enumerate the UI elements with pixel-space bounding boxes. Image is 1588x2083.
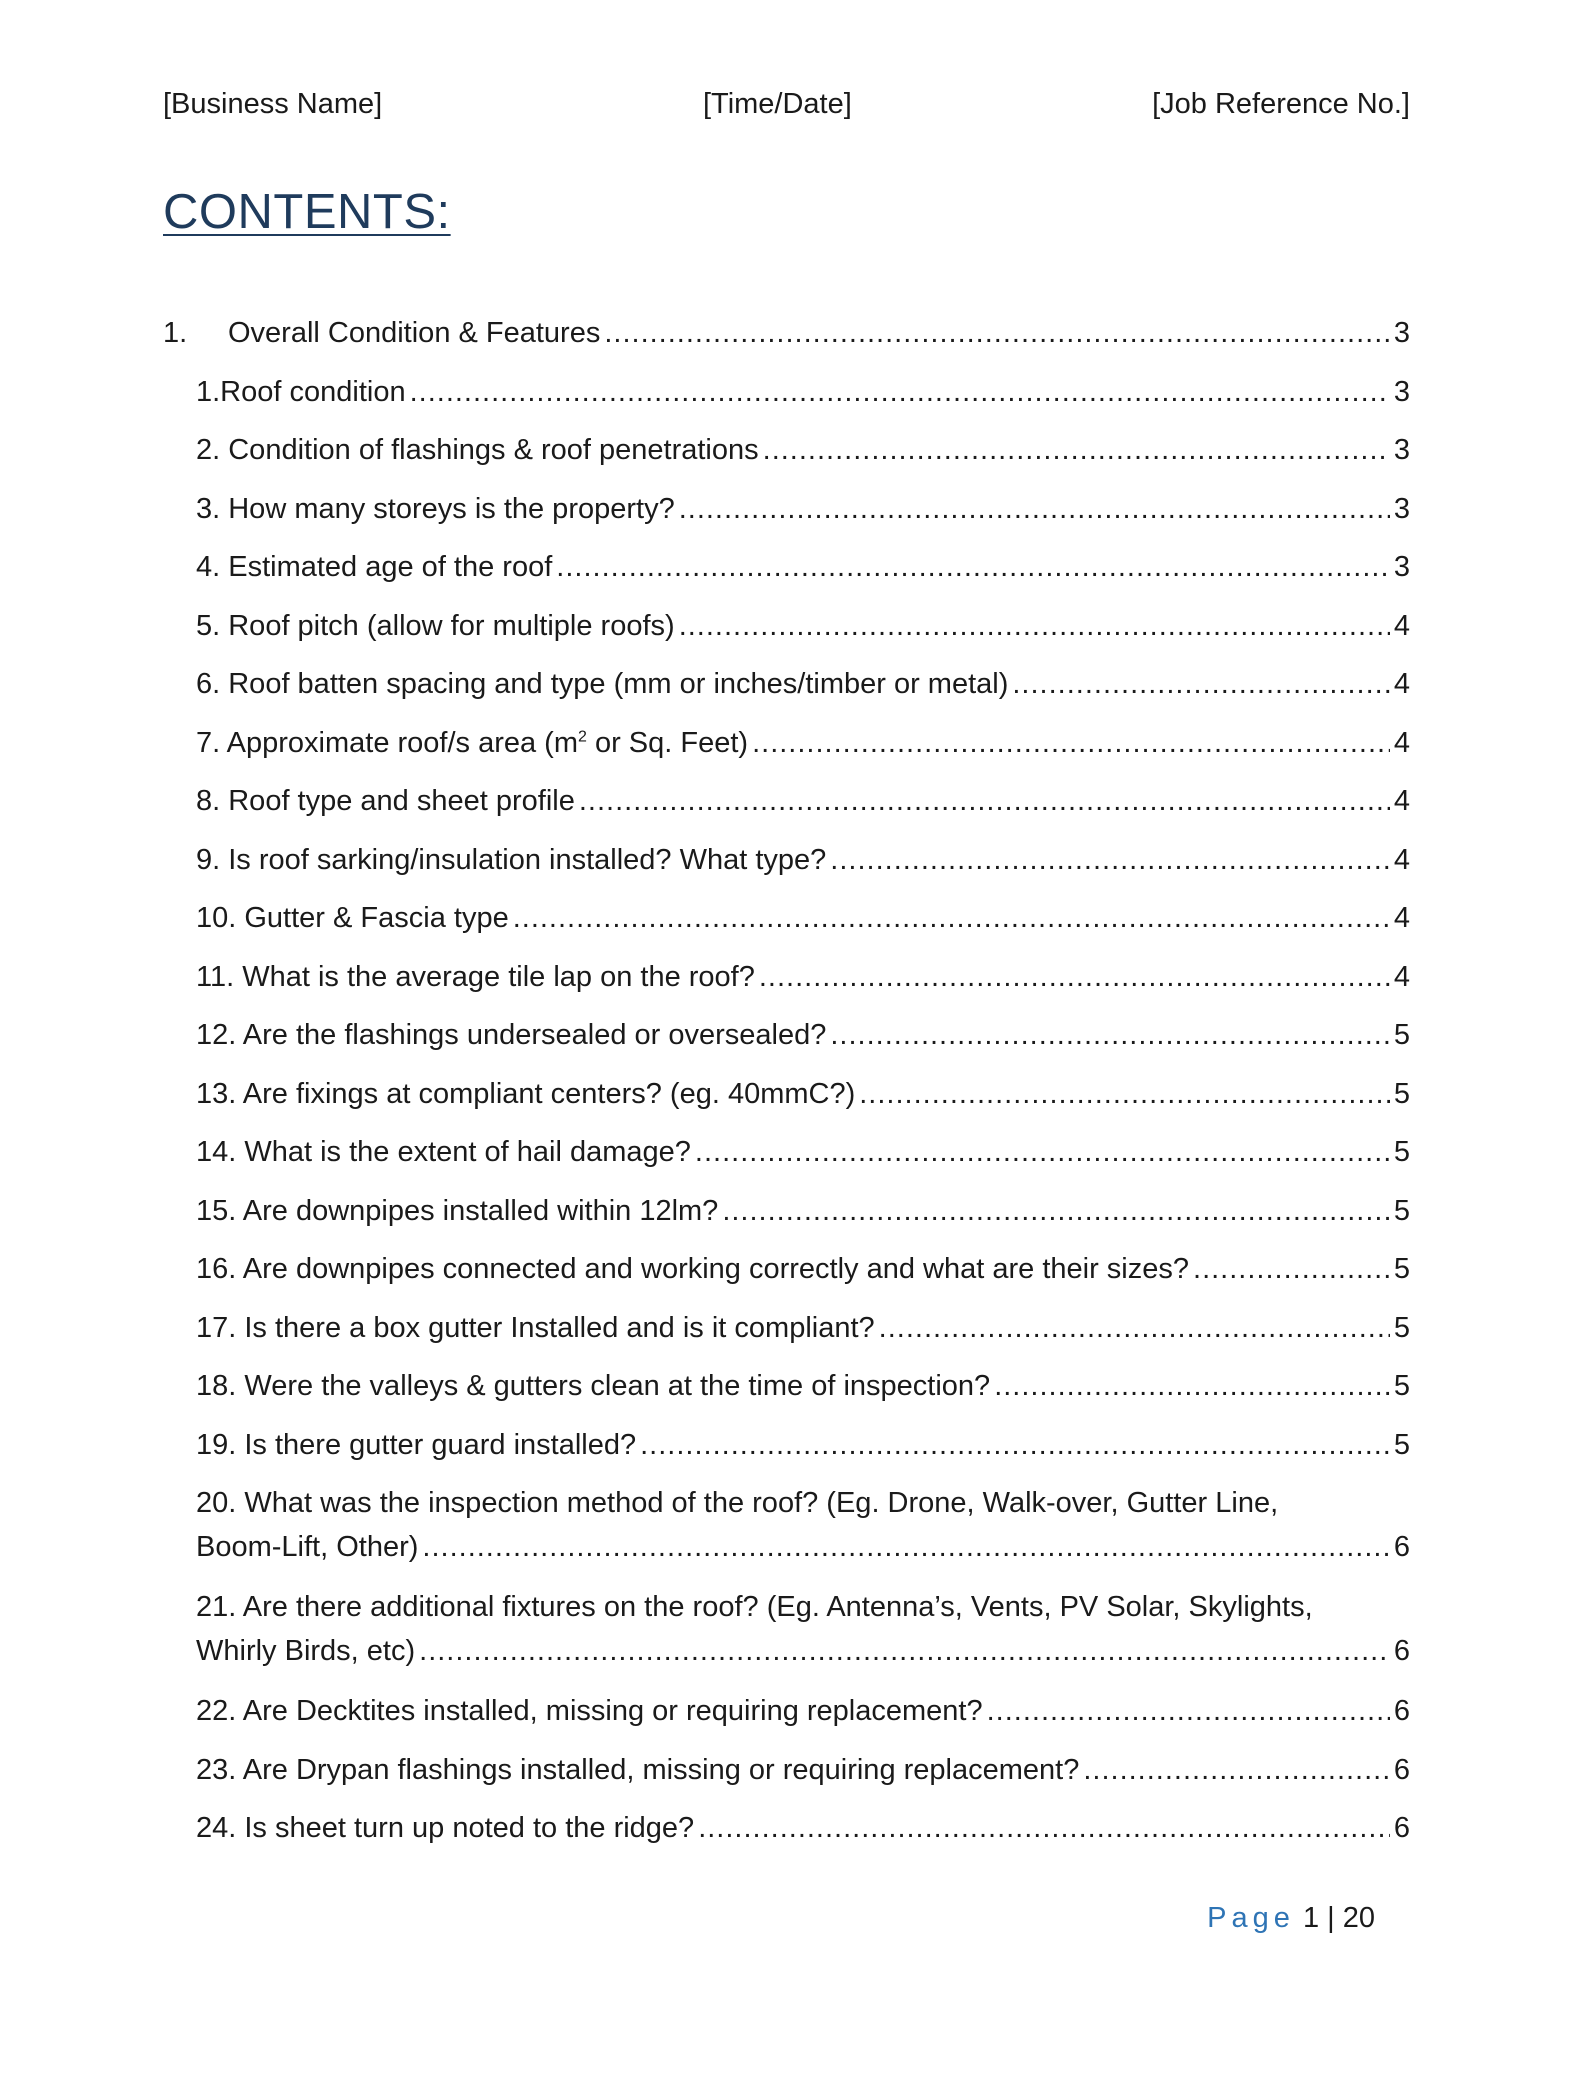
toc-page-number: 4 — [1393, 668, 1410, 700]
toc-page-number: 6 — [1393, 1812, 1410, 1844]
toc-item[interactable] — [163, 902, 1410, 961]
toc-item[interactable] — [163, 1370, 1410, 1429]
toc-section-1[interactable] — [163, 317, 1410, 376]
toc-item-label-part: 7. Approximate roof/s area (m — [196, 726, 578, 759]
toc-page-number: 5 — [1393, 1019, 1410, 1051]
toc-leader-dots — [759, 961, 1390, 994]
toc-leader-dots — [1193, 1253, 1390, 1286]
toc-page-number: 3 — [1393, 434, 1410, 466]
toc-page-number: 5 — [1393, 1077, 1410, 1110]
toc-page-number: 6 — [1393, 1753, 1410, 1786]
toc-leader-dots — [579, 785, 1390, 818]
toc-leader-dots — [695, 1136, 1390, 1169]
toc-leader-dots — [830, 1019, 1389, 1052]
toc-leader-dots — [752, 727, 1390, 760]
toc-item[interactable] — [163, 844, 1410, 903]
toc-leader-dots — [604, 317, 1390, 350]
toc-item[interactable] — [163, 1136, 1410, 1195]
toc-leader-dots — [722, 1195, 1390, 1228]
toc-item-label: 23. Are Drypan flashings installed, missing or requiring replacement? — [196, 1753, 1080, 1786]
toc-page-number: 5 — [1393, 1370, 1410, 1402]
toc-leader-dots — [763, 434, 1390, 467]
page-footer — [1207, 1902, 1375, 1935]
toc-item-label-part: or Sq. Feet) — [586, 726, 749, 759]
toc-item-label: 8. Roof type and sheet profile — [196, 785, 575, 817]
toc-item-label: 4. Estimated age of the roof — [196, 551, 553, 583]
page-title: CONTENTS: — [163, 185, 451, 239]
toc-item-label: 13. Are fixings at compliant centers? (eg. 40mmC?) — [196, 1077, 856, 1110]
toc-item-label: 6. Roof batten spacing and type (mm or inches/timber or metal) — [196, 668, 1009, 700]
toc-item-label: 3. How many storeys is the property? — [196, 492, 675, 525]
toc-page-number: 3 — [1393, 551, 1410, 583]
toc-item-label: 16. Are downpipes connected and working correctly and what are their sizes? — [196, 1253, 1190, 1285]
toc-item[interactable] — [163, 376, 1410, 435]
toc-item[interactable] — [163, 1253, 1410, 1312]
toc-leader-dots — [987, 1695, 1390, 1728]
toc-item-label: 19. Is there gutter guard installed? — [196, 1428, 637, 1461]
toc-page-number: 4 — [1393, 960, 1410, 993]
toc-item-label: 12. Are the flashings undersealed or oversealed? — [196, 1019, 827, 1051]
toc-item-label-line2: Boom-Lift, Other) — [196, 1531, 419, 1563]
toc-page-number: 5 — [1393, 1311, 1410, 1344]
toc-item-label: 2. Condition of flashings & roof penetrations — [196, 434, 759, 466]
toc-leader-dots — [556, 551, 1390, 584]
toc-item[interactable] — [163, 1695, 1410, 1754]
toc-item[interactable] — [163, 785, 1410, 844]
toc-leader-dots — [698, 1812, 1390, 1845]
toc-leader-dots — [994, 1370, 1390, 1403]
table-of-contents — [163, 317, 1410, 1871]
toc-page-number: 3 — [1393, 375, 1410, 408]
toc-page-number: 4 — [1393, 726, 1410, 759]
toc-leader-dots — [640, 1429, 1390, 1462]
toc-item-label-superscript: 2 — [578, 727, 587, 745]
toc-item[interactable] — [163, 1078, 1410, 1137]
toc-item-label: 10. Gutter & Fascia type — [196, 902, 509, 934]
toc-page-number: 3 — [1393, 492, 1410, 525]
toc-leader-dots — [1012, 668, 1389, 701]
toc-leader-dots — [679, 493, 1390, 526]
toc-section-number: 1. — [163, 317, 188, 349]
toc-item[interactable] — [163, 1312, 1410, 1371]
toc-item-label: 14. What is the extent of hail damage? — [196, 1136, 691, 1168]
toc-item[interactable] — [163, 610, 1410, 669]
toc-item[interactable] — [163, 1195, 1410, 1254]
toc-item[interactable] — [163, 493, 1410, 552]
toc-item-label-line1: 20. What was the inspection method of the roof? (Eg. Drone, Walk-over, Gutter Line, — [196, 1487, 1279, 1519]
toc-item-label: 24. Is sheet turn up noted to the ridge? — [196, 1812, 695, 1844]
toc-page-number: 6 — [1393, 1531, 1410, 1563]
toc-leader-dots — [419, 1635, 1390, 1668]
toc-leader-dots — [859, 1078, 1390, 1111]
toc-item[interactable] — [163, 961, 1410, 1020]
footer-page-word: Page — [1207, 1902, 1295, 1934]
footer-page-number: 1 | 20 — [1302, 1902, 1375, 1934]
header-time-date: [Time/Date] — [703, 88, 852, 120]
page-header — [163, 88, 1410, 128]
toc-item-label-line2: Whirly Birds, etc) — [196, 1635, 416, 1667]
toc-item-label: 1.Roof condition — [196, 375, 406, 408]
toc-item-label: 15. Are downpipes installed within 12lm? — [196, 1194, 719, 1227]
toc-item[interactable] — [163, 668, 1410, 727]
toc-leader-dots — [513, 902, 1390, 935]
toc-page-number: 4 — [1393, 785, 1410, 817]
toc-page-number: 6 — [1393, 1635, 1410, 1667]
toc-page-number: 5 — [1393, 1136, 1410, 1168]
header-business-name: [Business Name] — [163, 88, 383, 120]
toc-item[interactable] — [163, 1019, 1410, 1078]
toc-section-label: Overall Condition & Features — [228, 317, 601, 349]
toc-item[interactable] — [163, 1754, 1410, 1813]
toc-page-number: 3 — [1393, 317, 1410, 349]
toc-item[interactable] — [163, 1429, 1410, 1488]
toc-page-number: 4 — [1393, 609, 1410, 642]
toc-item-label: 17. Is there a box gutter Installed and is it compliant? — [196, 1311, 875, 1344]
toc-item[interactable] — [163, 1487, 1410, 1591]
toc-page-number: 4 — [1393, 902, 1410, 934]
toc-leader-dots — [410, 376, 1390, 409]
toc-leader-dots — [879, 1312, 1390, 1345]
toc-item-label: 18. Were the valleys & gutters clean at the time of inspection? — [196, 1370, 991, 1402]
toc-item-label: 11. What is the average tile lap on the roof? — [196, 960, 755, 993]
toc-item[interactable] — [163, 727, 1410, 786]
toc-item-label: 9. Is roof sarking/insulation installed? What type? — [196, 843, 827, 876]
toc-item[interactable] — [163, 1812, 1410, 1871]
toc-page-number: 4 — [1393, 843, 1410, 876]
toc-item-label-line1: 21. Are there additional fixtures on the roof? (Eg. Antenna’s, Vents, PV Solar, Skylights, — [196, 1591, 1313, 1623]
toc-leader-dots — [422, 1531, 1389, 1564]
toc-page-number: 5 — [1393, 1428, 1410, 1461]
toc-item[interactable] — [163, 551, 1410, 610]
toc-item-label: 5. Roof pitch (allow for multiple roofs) — [196, 609, 675, 642]
toc-item-label: 22. Are Decktites installed, missing or requiring replacement? — [196, 1695, 983, 1727]
header-job-reference: [Job Reference No.] — [1152, 88, 1410, 120]
toc-page-number: 5 — [1393, 1253, 1410, 1285]
toc-leader-dots — [830, 844, 1390, 877]
toc-leader-dots — [679, 610, 1390, 643]
toc-item-label — [196, 727, 748, 760]
toc-page-number: 5 — [1393, 1194, 1410, 1227]
toc-item[interactable] — [163, 1591, 1410, 1695]
toc-item[interactable] — [163, 434, 1410, 493]
toc-page-number: 6 — [1393, 1695, 1410, 1727]
toc-leader-dots — [1083, 1754, 1390, 1787]
